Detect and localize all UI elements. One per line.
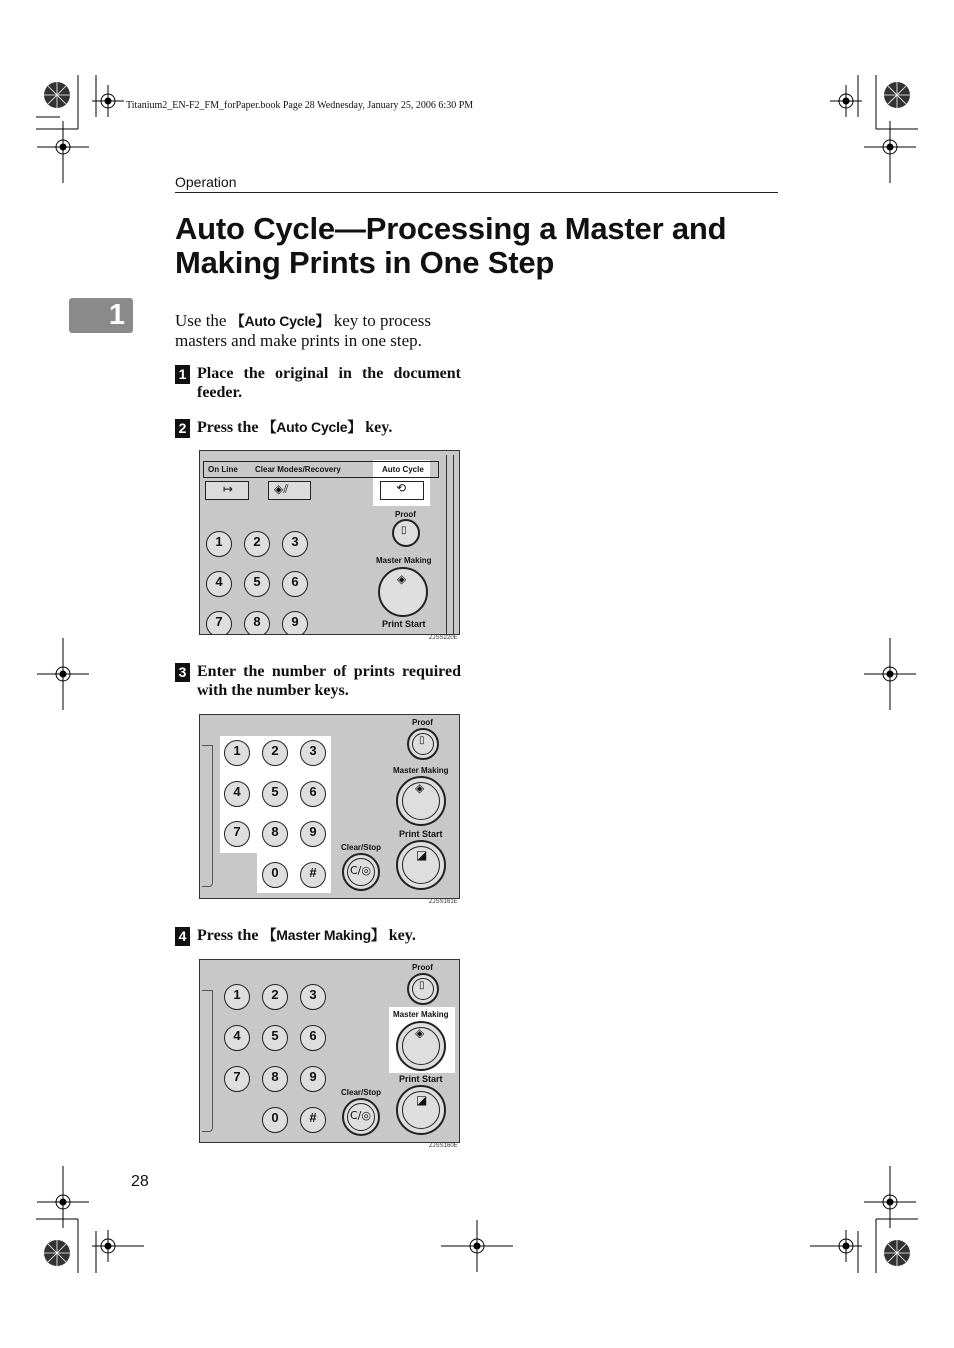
start-diamond-icon: ◈ <box>415 1026 425 1040</box>
step-text: Enter the number of prints required with the number keys. <box>197 663 461 699</box>
proof-label: Proof <box>412 963 433 972</box>
title-line-1: Auto Cycle—Processing a Master and <box>175 211 727 246</box>
number-key-4[interactable]: 4 <box>224 781 250 807</box>
proof-key[interactable] <box>392 519 420 547</box>
number-key-4[interactable]: 4 <box>206 571 232 597</box>
step-3 <box>175 662 461 700</box>
control-panel-illustration-2 <box>199 714 460 899</box>
number-key-1[interactable]: 1 <box>224 984 250 1010</box>
number-key-8[interactable]: 8 <box>262 821 288 847</box>
step-text <box>197 418 461 437</box>
step-text: Place the original in the document feeder. <box>197 365 461 401</box>
chapter-number: 1 <box>108 299 125 331</box>
number-key-9[interactable]: 9 <box>300 1066 326 1092</box>
clear-modes-label: Clear Modes/Recovery <box>255 465 341 474</box>
clear-stop-icon: C/◎ <box>350 864 371 877</box>
panel-edge <box>446 455 454 635</box>
clear-modes-icon: ◈⫽ <box>274 482 289 496</box>
number-key-0[interactable]: 0 <box>262 1107 288 1133</box>
number-key-7[interactable]: 7 <box>224 1066 250 1092</box>
number-key-6[interactable]: 6 <box>300 1025 326 1051</box>
master-making-key[interactable] <box>396 1021 446 1071</box>
clear-stop-icon: C/◎ <box>350 1109 371 1122</box>
print-icon: ◪ <box>416 1093 428 1107</box>
clear-modes-key[interactable] <box>268 481 311 500</box>
print-icon: ◪ <box>416 848 428 862</box>
panel-edge <box>202 990 213 1132</box>
number-key-5[interactable]: 5 <box>262 1025 288 1051</box>
step-text-post: key. <box>384 927 416 944</box>
number-key-3[interactable]: 3 <box>300 984 326 1010</box>
on-line-key[interactable] <box>205 481 249 500</box>
auto-cycle-icon: ⟲ <box>396 481 407 495</box>
proof-key[interactable] <box>407 973 439 1005</box>
print-start-label: Print Start <box>399 1074 443 1084</box>
number-key-9[interactable]: 9 <box>282 611 308 635</box>
number-key-8[interactable]: 8 <box>262 1066 288 1092</box>
step-number: 1 <box>175 365 190 384</box>
master-making-key[interactable] <box>378 567 428 617</box>
number-key-2[interactable]: 2 <box>244 531 270 557</box>
step-1 <box>175 364 461 402</box>
number-key-6[interactable]: 6 <box>282 571 308 597</box>
step-2 <box>175 418 461 437</box>
step-key: 【Auto Cycle】 <box>262 419 362 435</box>
control-panel-illustration-1 <box>199 450 460 635</box>
step-number: 2 <box>175 419 190 438</box>
number-key-5[interactable]: 5 <box>244 571 270 597</box>
chapter-tab <box>69 298 133 333</box>
start-diamond-icon: ◈ <box>415 781 425 795</box>
step-number: 4 <box>175 927 190 946</box>
number-key-2[interactable]: 2 <box>262 740 288 766</box>
master-making-label: Master Making <box>393 1010 449 1019</box>
number-key-4[interactable]: 4 <box>224 1025 250 1051</box>
number-key-7[interactable]: 7 <box>224 821 250 847</box>
number-key-3[interactable]: 3 <box>282 531 308 557</box>
number-key-9[interactable]: 9 <box>300 821 326 847</box>
hash-key[interactable]: # <box>300 1107 326 1133</box>
step-text-post: key. <box>361 419 393 436</box>
header-rule <box>175 192 778 193</box>
intro-pre: Use the <box>175 311 231 330</box>
number-key-1[interactable]: 1 <box>224 740 250 766</box>
on-line-icon: ↦ <box>223 482 234 496</box>
figure-code-2: ZJSS161E <box>429 899 458 905</box>
number-key-1[interactable]: 1 <box>206 531 232 557</box>
clear-stop-label: Clear/Stop <box>341 1088 382 1097</box>
print-start-label: Print Start <box>399 829 443 839</box>
clear-stop-label: Clear/Stop <box>341 843 382 852</box>
number-key-3[interactable]: 3 <box>300 740 326 766</box>
intro-paragraph <box>175 311 461 351</box>
step-key: 【Master Making】 <box>262 927 385 943</box>
intro-post: key to process masters and make prints in one step. <box>175 311 431 350</box>
auto-cycle-label: Auto Cycle <box>382 465 424 474</box>
step-text-pre: Press the <box>197 927 263 944</box>
step-text-pre: Press the <box>197 419 263 436</box>
page-title <box>175 212 795 280</box>
clear-stop-key[interactable] <box>342 1098 380 1136</box>
section-label: Operation <box>175 174 237 190</box>
control-panel-illustration-3 <box>199 959 460 1143</box>
print-start-label: Print Start <box>382 619 426 629</box>
auto-cycle-key[interactable] <box>380 481 424 500</box>
proof-icon: ▯ <box>419 980 425 991</box>
number-key-8[interactable]: 8 <box>244 611 270 635</box>
proof-icon: ▯ <box>419 735 425 746</box>
file-info: Titanium2_EN-F2_FM_forPaper.book Page 28 Wednesday, January 25, 2006 6:30 PM <box>126 100 474 111</box>
start-diamond-icon: ◈ <box>397 572 407 586</box>
proof-label: Proof <box>412 718 433 727</box>
print-start-key[interactable] <box>396 840 446 890</box>
number-key-0[interactable]: 0 <box>262 862 288 888</box>
hash-key[interactable]: # <box>300 862 326 888</box>
proof-label: Proof <box>395 510 416 519</box>
print-start-key[interactable] <box>396 1085 446 1135</box>
figure-code-1: ZJSS220E <box>429 635 458 641</box>
step-text <box>197 926 461 945</box>
master-making-label: Master Making <box>376 556 432 565</box>
number-key-7[interactable]: 7 <box>206 611 232 635</box>
proof-icon: ▯ <box>401 525 407 536</box>
step-4 <box>175 926 461 945</box>
number-key-5[interactable]: 5 <box>262 781 288 807</box>
on-line-label: On Line <box>208 465 238 474</box>
title-line-2: Making Prints in One Step <box>175 245 555 280</box>
step-number: 3 <box>175 663 190 682</box>
proof-key[interactable] <box>407 728 439 760</box>
intro-key: 【Auto Cycle】 <box>230 313 330 329</box>
panel-edge <box>202 745 213 887</box>
master-making-key[interactable] <box>396 776 446 826</box>
number-key-2[interactable]: 2 <box>262 984 288 1010</box>
clear-stop-key[interactable] <box>342 853 380 891</box>
page-number: 28 <box>131 1173 149 1190</box>
number-key-6[interactable]: 6 <box>300 781 326 807</box>
master-making-label: Master Making <box>393 766 449 775</box>
figure-code-3: ZJSS160E <box>429 1143 458 1149</box>
